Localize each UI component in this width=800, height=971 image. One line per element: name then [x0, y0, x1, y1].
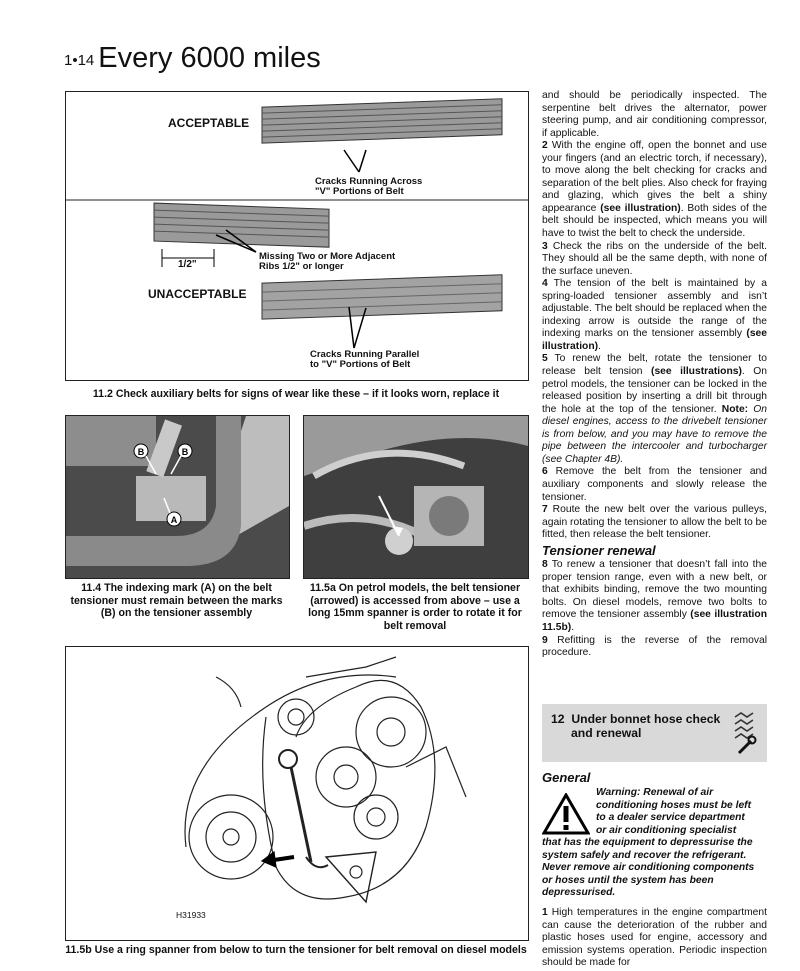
tensioner-photo-petrol: [66, 416, 289, 578]
heading-tensioner-renewal: Tensioner renewal: [542, 542, 656, 558]
label-unacceptable: UNACCEPTABLE: [148, 287, 247, 301]
belt-wear-illustration: [66, 92, 528, 380]
paragraph-intro: and should be periodically inspected. The serpentine belt drives the alternator, power steering pump, and air conditioning compressor, if applicable.: [542, 90, 767, 139]
marker-a: A: [170, 515, 178, 525]
diesel-belt-diagram: [66, 647, 528, 940]
measure-half-inch: 1/2": [178, 259, 197, 270]
heading-general: General: [542, 770, 591, 785]
paragraph-4: 4 The tension of the belt is maintained by a spring-loaded tensioner assembly and isn’t adjustable. The belt should be replaced when the indexing arrow is outside the range of the indexing marks on the tensioner assembly (see illustration).: [542, 278, 767, 352]
caption-11-5b: 11.5b Use a ring spanner from below to turn the tensioner for belt removal on diesel models: [65, 944, 527, 956]
label-acceptable: ACCEPTABLE: [168, 116, 250, 130]
wrench-icon: [731, 709, 757, 755]
figure-11-5b: [65, 646, 529, 941]
paragraph-2: 2 With the engine off, open the bonnet and use your fingers (and an electric torch, if necessary), to move along the belt checking for cracks and separation of the belt plies. Also check for fraying and glazing, which gives the belt a shiny appearance (see illustration). Both sides of the belt should be inspected, which means you will have to twist the belt to check the underside.: [542, 140, 767, 240]
section-12-title: 12 Under bonnet hose check and renewal: [551, 712, 721, 740]
marker-b-right: B: [181, 447, 189, 457]
warning-block: Warning: Renewal of air conditioning hoses must be left to a dealer service department or air conditioning specialist that has the equipment to depressurise the system safely and recover the refrigerant. Never remove air conditioning components or hoses until the system has been depressurised.: [542, 787, 755, 899]
caption-11-5a: 11.5a On petrol models, the belt tensioner (arrowed) is accessed from above – use a long 15mm spanner is order to rotate it for belt removal: [308, 582, 522, 632]
paragraph-9: 9 Refitting is the reverse of the removal procedure.: [542, 634, 767, 659]
caption-11-2: 11.2 Check auxiliary belts for signs of wear like these – if it looks worn, replace it: [92, 388, 500, 400]
note-missing-ribs: Missing Two or More Adjacent Ribs 1/2" or longer: [259, 251, 396, 272]
page-header: [64, 42, 321, 75]
note-cracks-across: Cracks Running Across "V" Portions of Belt: [315, 176, 423, 197]
note-cracks-parallel: Cracks Running Parallel to "V" Portions of Belt: [310, 349, 420, 370]
unacceptable-belt: [262, 275, 502, 319]
paragraph-12-1: 1 High temperatures in the engine compartment can cause the deterioration of the rubber and plastic hoses used for engine, accessory and emission systems operation. Periodic inspection should be made for: [542, 907, 767, 969]
section-12-heading: [542, 704, 767, 762]
figure-11-4: [65, 415, 290, 579]
paragraph-5: 5 To renew the belt, rotate the tensioner to release belt tension (see illustrations). On petrol models, the tensioner can be locked in the released position by inserting a drill bit through the hole at the top of the tensioner. Note: On diesel engines, access to the drivebelt tensioner is from below, and you may have to remove the pipe between the intercooler and turbocharger (see Chapter 4B).: [542, 353, 767, 465]
paragraph-8: 8 To renew a tensioner that doesn’t fall into the proper tension range, even with a new belt, or that exhibits binding, remove the two mounting bolts. On diesel models, remove two bolts to remove the tensioner assembly (see illustration 11.5b).: [542, 559, 767, 633]
warning-icon: [542, 793, 590, 835]
page-title: Every 6000 miles: [98, 42, 321, 74]
paragraph-3: 3 Check the ribs on the underside of the belt. They should all be the same depth, with none of the surface uneven.: [542, 240, 767, 277]
engine-bay-photo: [304, 416, 528, 578]
paragraph-7: 7 Route the new belt over the various pulleys, again rotating the tensioner to allow the belt to be fitted, then release the belt tensioner.: [542, 504, 767, 541]
marker-b-left: B: [137, 447, 145, 457]
paragraph-6: 6 Remove the belt from the tensioner and auxiliary components and slowly release the tensioner.: [542, 466, 767, 503]
text-column: [542, 90, 767, 660]
acceptable-belt: [262, 99, 502, 143]
figure-11-2: [65, 91, 529, 381]
diagram-reference: H31933: [176, 910, 206, 920]
figure-11-5a: [303, 415, 529, 579]
caption-11-4: 11.4 The indexing mark (A) on the belt tensioner must remain between the marks (B) on the tensioner assembly: [70, 582, 283, 619]
page-number: 1•14: [64, 52, 95, 69]
